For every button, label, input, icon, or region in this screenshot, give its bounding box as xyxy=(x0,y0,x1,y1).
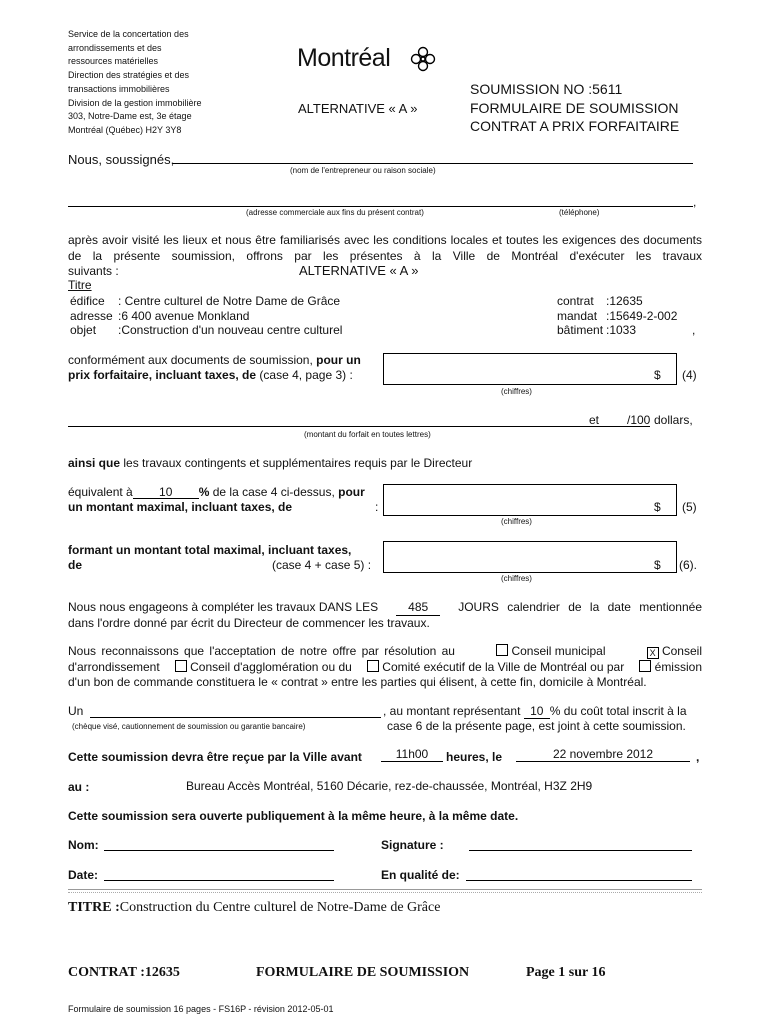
total-chiffres-caption: (chiffres) xyxy=(501,574,532,583)
contingent-percent-value: 10 xyxy=(159,485,173,499)
contrat-value: :12635 xyxy=(606,294,643,308)
agglomeration-label: Conseil d'agglomération ou du xyxy=(190,659,352,674)
delay-text-1: Nous nous engageons à compléter les travaux DANS LES xyxy=(68,600,379,614)
org-line: Direction des stratégies et des xyxy=(68,70,190,81)
acceptance-text-3: d'un bon de commande constituera le « contrat » entre les parties qui élisent, à cette fin, domicile à Montréal. xyxy=(68,675,647,689)
alternative-header: ALTERNATIVE « A » xyxy=(298,101,418,116)
acceptance-text-1: Nous reconnaissons que l'acceptation de notre offre par résolution au xyxy=(68,644,455,658)
montant-maximal-label: un montant maximal, incluant taxes, de xyxy=(68,500,293,514)
price-bold-1: pour un xyxy=(316,353,361,367)
conseil-arrondissement-checkbox[interactable] xyxy=(647,647,659,659)
acceptance-paragraph xyxy=(68,644,702,691)
signature-label: Signature : xyxy=(381,838,444,852)
price-words-caption: (montant du forfait en toutes lettres) xyxy=(304,430,431,439)
soumission-number: SOUMISSION NO :5611 xyxy=(470,81,623,97)
form-title-block xyxy=(470,80,679,136)
price-label xyxy=(68,353,380,383)
edifice-label: édifice xyxy=(70,294,105,308)
nom-label: Nom: xyxy=(68,838,99,852)
guarantee-text-1 xyxy=(383,704,687,719)
price-amount-box[interactable] xyxy=(383,353,677,385)
emission-checkbox[interactable] xyxy=(639,660,651,672)
conseil-municipal-label: Conseil municipal xyxy=(511,644,606,658)
pct-sign: % xyxy=(198,485,210,499)
guarantee-text-2: % du coût total inscrit à la xyxy=(549,704,687,718)
deadline-date-field[interactable] xyxy=(516,747,690,762)
org-address-block xyxy=(68,28,238,138)
delivery-place: Bureau Accès Montréal, 5160 Décarie, rez-de-chaussée, Montréal, H3Z 2H9 xyxy=(186,779,593,793)
date-label: Date: xyxy=(68,868,99,882)
qualite-label: En qualité de: xyxy=(381,868,460,882)
delay-days-field[interactable] xyxy=(396,600,440,616)
guarantee-type-line[interactable] xyxy=(90,717,381,718)
contingent-percent-field[interactable] xyxy=(133,485,199,499)
contingent-ref-5: (5) xyxy=(682,500,697,514)
footer-title-value: Construction du Centre culturel de Notre-Dame de Grâce xyxy=(119,900,441,915)
guarantee-percent-field[interactable] xyxy=(524,704,550,719)
address-caption: (adresse commerciale aux fins du présent contrat) xyxy=(246,208,424,217)
org-line: arrondissements et des xyxy=(68,42,162,53)
footer-title-label: TITRE : xyxy=(68,900,120,915)
delay-days: 485 xyxy=(408,600,429,614)
equiv-text: équivalent à xyxy=(68,485,133,499)
comite-executif-label: Comité exécutif de la Ville de Montréal ou par xyxy=(382,659,625,674)
price-bold-2: prix forfaitaire, incluant taxes, de xyxy=(68,368,257,382)
arrondissement-label: d'arrondissement xyxy=(68,659,160,674)
deadline-hour-field[interactable] xyxy=(381,747,443,762)
delay-text-2: JOURS calendrier de la date mentionnée xyxy=(458,600,702,614)
footer-contract: CONTRAT :12635 xyxy=(68,965,180,980)
address-comma: , xyxy=(693,195,697,209)
logo-text: Montréal xyxy=(297,44,391,72)
delay-paragraph xyxy=(68,600,702,631)
footer-form-name: FORMULAIRE DE SOUMISSION xyxy=(256,965,470,980)
comite-executif-checkbox[interactable] xyxy=(367,660,379,672)
price-case: (case 4, page 3) : xyxy=(256,368,353,382)
price-cents: /100 xyxy=(627,413,651,427)
price-text: conformément aux documents de soumission, xyxy=(68,353,317,367)
footer-page-number: Page 1 sur 16 xyxy=(526,965,606,980)
equiv-rest: de la case 4 ci-dessus, xyxy=(209,485,339,499)
contingent-dollar: $ xyxy=(654,500,661,514)
intro-paragraph: après avoir visité les lieux et nous être familiarisés avec les conditions locales et toutes les exigences des documents de la présente soumission, offrons par les présentes à la Ville de Montréal d'exécuter les travaux xyxy=(68,233,702,263)
nom-line[interactable] xyxy=(104,850,334,851)
contract-ids xyxy=(557,294,677,338)
delay-text-3: dans l'ordre donné par écrit du Directeur de commencer les travaux. xyxy=(68,616,430,630)
price-ref-4: (4) xyxy=(682,368,697,382)
price-et: et xyxy=(589,413,600,427)
org-line: Montréal (Québec) H2Y 3Y8 xyxy=(68,124,182,135)
nous-label: Nous, soussignés, xyxy=(68,152,175,167)
total-ref-6: (6). xyxy=(679,558,697,572)
contingent-label xyxy=(68,456,472,470)
total-de: de xyxy=(68,558,83,572)
date-line[interactable] xyxy=(104,880,334,881)
objet-label: objet xyxy=(70,323,97,337)
contingent-amount-box[interactable] xyxy=(383,484,677,516)
phone-caption: (téléphone) xyxy=(559,208,600,217)
objet-value: :Construction d'un nouveau centre culturel xyxy=(118,323,343,337)
signature-line[interactable] xyxy=(469,850,692,851)
guarantee-text-3: case 6 de la présente page, est joint à cette soumission. xyxy=(387,719,686,733)
adresse-value: :6 400 avenue Monkland xyxy=(118,308,250,323)
alternative-intro: ALTERNATIVE « A » xyxy=(299,263,419,278)
deadline-date: 22 novembre 2012 xyxy=(552,747,654,761)
conseil-label: Conseil xyxy=(661,644,702,658)
deadline-comma: , xyxy=(696,750,700,764)
titre-label: Titre xyxy=(68,278,92,292)
rosette-icon xyxy=(410,44,436,74)
total-label-line1: formant un montant total maximal, incluant taxes, xyxy=(68,543,352,557)
mandat-value: :15649-2-002 xyxy=(606,308,678,323)
price-dollar: $ xyxy=(654,368,661,382)
contingent-chiffres-caption: (chiffres) xyxy=(501,517,532,526)
agglomeration-checkbox[interactable] xyxy=(175,660,187,672)
project-comma: , xyxy=(692,323,696,337)
public-opening-note: Cette soumission sera ouverte publiquement à la même heure, à la même date. xyxy=(68,809,519,823)
emission-label: émission xyxy=(654,659,702,674)
checked-mark: X xyxy=(649,648,656,658)
au-label: au : xyxy=(68,780,90,794)
org-line: 303, Notre-Dame est, 3e étage xyxy=(68,111,192,122)
total-amount-box[interactable] xyxy=(383,541,677,573)
price-words-line[interactable] xyxy=(68,426,624,427)
edifice-value: : Centre culturel de Notre Dame de Grâce xyxy=(118,294,341,308)
conseil-municipal-checkbox[interactable] xyxy=(496,644,508,656)
montreal-logo xyxy=(297,44,390,78)
batiment-value: :1033 xyxy=(606,323,637,337)
guarantee-caption: (chèque visé, cautionnement de soumission ou garantie bancaire) xyxy=(72,722,306,731)
price-chiffres-caption: (chiffres) xyxy=(501,387,532,396)
deadline-text-2: heures, le xyxy=(446,750,503,764)
ainsi-que: ainsi que xyxy=(68,456,121,470)
footer-title xyxy=(68,900,440,916)
suivants-label: suivants : xyxy=(68,264,119,278)
org-line: ressources matérielles xyxy=(68,56,159,67)
footer-revision: Formulaire de soumission 16 pages - FS16P - révision 2012-05-01 xyxy=(68,1004,334,1014)
org-line: transactions immobilières xyxy=(68,83,170,94)
deadline-text-1: Cette soumission devra être reçue par la Ville avant xyxy=(68,750,362,764)
pour: pour xyxy=(338,485,365,499)
adresse-label: adresse xyxy=(70,308,113,323)
contrat-label: contrat xyxy=(557,294,594,308)
org-line: Service de la concertation des xyxy=(68,29,189,39)
total-case: (case 4 + case 5) : xyxy=(272,558,372,572)
deadline-hour: 11h00 xyxy=(395,747,429,761)
org-line: Division de la gestion immobilière xyxy=(68,97,202,108)
ainsi-rest: les travaux contingents et supplémentaires requis par le Directeur xyxy=(120,456,473,470)
guarantee-text: , au montant représentant xyxy=(383,704,521,718)
form-title: FORMULAIRE DE SOUMISSION xyxy=(470,99,679,116)
batiment-label: bâtiment xyxy=(557,323,604,337)
contractor-name-caption: (nom de l'entrepreneur ou raison sociale) xyxy=(290,166,436,175)
guarantee-un: Un xyxy=(68,704,84,718)
price-dollars: dollars, xyxy=(654,413,693,427)
guarantee-percent: 10 xyxy=(530,704,544,718)
mandat-label: mandat xyxy=(557,308,598,323)
contractor-name-line[interactable] xyxy=(173,163,693,164)
business-address-line[interactable] xyxy=(68,206,693,207)
contingent-colon: : xyxy=(375,500,379,514)
contract-type: CONTRAT A PRIX FORFAITAIRE xyxy=(470,118,680,134)
total-dollar: $ xyxy=(654,558,661,572)
equivalent-label xyxy=(68,485,365,500)
qualite-line[interactable] xyxy=(466,880,692,881)
footer-divider xyxy=(68,889,702,893)
project-details xyxy=(70,294,342,338)
